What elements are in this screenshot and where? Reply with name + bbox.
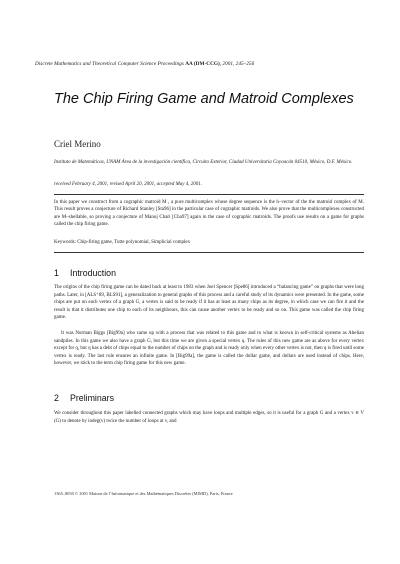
section-number: 2	[54, 393, 59, 403]
journal-volume: AA (DM-CCG)	[185, 61, 220, 67]
author-affiliation: Instituto de Matemáticas, UNAM Área de la investigación científica, Circuito Exterior, Ciudad Universitaria Coyoacán 04510, México, D.F. México.	[54, 160, 353, 165]
section-title: Preliminars	[70, 393, 114, 403]
section-heading-introduction	[54, 268, 116, 278]
journal-pages: , 2001, 245–256	[219, 61, 255, 67]
copyright-footer: 1365–8050 © 2001 Maison de l’Informatique et des Mathématiques Discrètes (MIMD), Paris, France	[54, 491, 233, 496]
section-title: Introduction	[70, 268, 116, 278]
paper-title: The Chip Firing Game and Matroid Complexes	[54, 91, 354, 107]
journal-name: Discrete Mathematics and Theoretical Computer Science Proceedings	[35, 61, 184, 67]
preliminars-paragraph-1: We consider throughout this paper labelled connected graphs which may have loops and multiple edges, so it is useful for a graph G and a vertex v ∈ V (G) to denote by indeg(v) twice the number of loops at v, and	[54, 411, 364, 424]
intro-paragraph-1: The origins of the chip firing game can be dated back at least to 1983 when Joel Spencer [Spe86] introduced a “balancing game” on graphs that were long paths. Later, in [ALS⁺89, BLS91], a generalization to general graphs of this process and a careful study of its dynamics were presented. In the game, some chips are put on each vertex of a graph G, a vertex is said to be ready if it has at least as many chips as its degree, in which case we can fire it and the result is that it distributes one chip to each of its neighbours, this can cause another vertex to be ready and so on. This game was called the chip firing game.	[54, 285, 364, 320]
section-number: 1	[54, 268, 59, 278]
author-name: Criel Merino	[54, 139, 101, 149]
abstract-top-rule	[54, 194, 364, 195]
section-heading-preliminars	[54, 393, 114, 403]
abstract: In this paper we construct from a cographic matroid M , a pure multicomplex whose degree sequence is the h–vector of the the matroid complex of M. This result proves a conjecture of Richard Stanley [Sta96] in the particular case of cographic matroids. We also prove that the multicomplexes constructed are M–shellable, so proving a conjecture of Manoj Chari [Cha97] again in the case of cographic matroids. The proofs use results on a game for graphs called the chip firing game.	[54, 200, 364, 227]
submission-dates: received February 4, 2001, revised April 20, 2001, accepted May 4, 2001.	[54, 182, 202, 187]
intro-paragraph-2: It was Norman Biggs [Big99a] who came up with a process that was related to this game and to what is known in self-critical systems as Abelian sandpiles. In this game we also have a graph G, but this time we are given a special vertex q. The rules of this new game are as above for every vertex except for q, but q has a debt of chips equal to the number of chips on the graph and is ready only when every other vertex is not, then q is fired until some vertex is ready. The last rule ensures an infinite game. In [Big99a], the game is called the dollar game, and dollars are used instead of chips. Here, however, we stick to the term chip firing game for this new game.	[54, 331, 364, 366]
keywords: Keywords: Chip-firing game, Tutte polynomial, Simplicial complex	[54, 240, 191, 245]
abstract-bottom-rule	[54, 252, 364, 253]
journal-header	[35, 61, 370, 67]
